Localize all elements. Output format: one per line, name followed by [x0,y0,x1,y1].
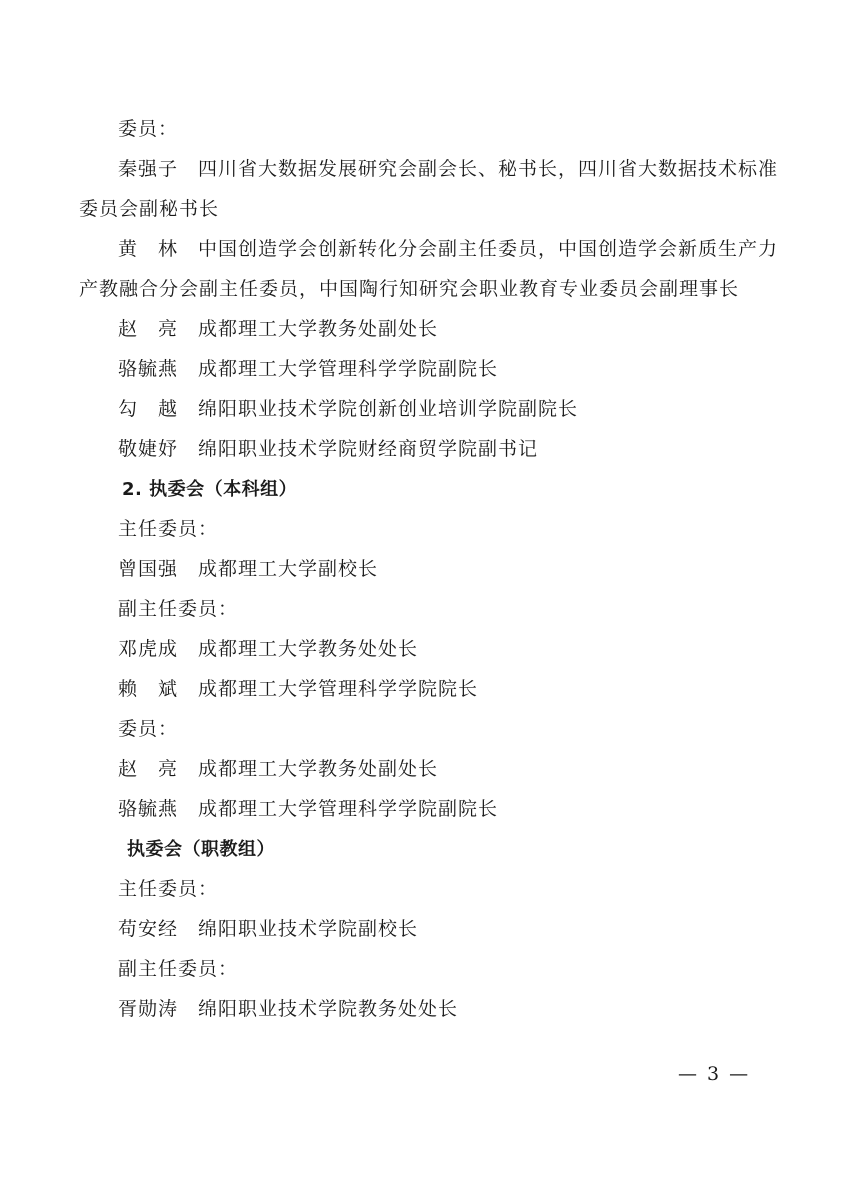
member-title: 绵阳职业技术学院创新创业培训学院副院长 [198,398,579,420]
member-entry [118,237,778,261]
member-name: 骆毓燕 [118,798,179,820]
member-name: 骆毓燕 [118,358,179,380]
member-entry [118,757,438,781]
deputy-name: 胥勋涛 [118,998,179,1020]
member-title-continued: 委员会副秘书长 [79,198,220,220]
member-title: 成都理工大学教务处副处长 [198,758,439,780]
director-entry [118,917,418,941]
deputy-title: 成都理工大学教务处处长 [198,638,419,660]
director-entry [118,557,378,581]
member-entry [118,317,438,341]
member-name: 黄 林 [118,238,179,260]
deputy-title: 绵阳职业技术学院教务处处长 [198,998,459,1020]
member-entry [118,797,498,821]
section-heading-undergrad: 2. 执委会（本科组） [122,479,298,500]
page-number: — 3 — [678,1063,751,1085]
member-name: 赵 亮 [118,318,179,340]
deputy-name: 赖 斌 [118,678,179,700]
director-name: 苟安经 [118,918,179,940]
director-title: 成都理工大学副校长 [198,558,379,580]
deputy-label: 副主任委员： [118,958,239,980]
member-entry [118,437,538,461]
deputy-label: 副主任委员： [118,598,239,620]
member-title: 成都理工大学管理科学学院副院长 [198,798,499,820]
section-heading-vocational: 执委会（职教组） [127,839,275,860]
deputy-entry [118,677,478,701]
members-label: 委员： [118,118,179,140]
director-name: 曾国强 [118,558,179,580]
member-title: 成都理工大学管理科学学院副院长 [198,358,499,380]
member-entry [118,397,578,421]
member-title: 绵阳职业技术学院财经商贸学院副书记 [198,438,539,460]
member-title: 四川省大数据发展研究会副会长、秘书长，四川省大数据技术标准 [198,158,779,180]
member-name: 赵 亮 [118,758,179,780]
deputy-entry [118,637,418,661]
member-entry [118,357,498,381]
deputy-title: 成都理工大学管理科学学院院长 [198,678,479,700]
deputy-entry [118,997,458,1021]
director-title: 绵阳职业技术学院副校长 [198,918,419,940]
director-label: 主任委员： [118,878,219,900]
director-label: 主任委员： [118,518,219,540]
member-name: 秦强子 [118,158,179,180]
members-label: 委员： [118,718,179,740]
member-entry [118,157,778,181]
member-name: 勾 越 [118,398,179,420]
member-title: 中国创造学会创新转化分会副主任委员，中国创造学会新质生产力 [198,238,779,260]
member-title-continued: 产教融合分会副主任委员，中国陶行知研究会职业教育专业委员会副理事长 [79,278,740,300]
member-name: 敬婕妤 [118,438,179,460]
member-title: 成都理工大学教务处副处长 [198,318,439,340]
deputy-name: 邓虎成 [118,638,179,660]
